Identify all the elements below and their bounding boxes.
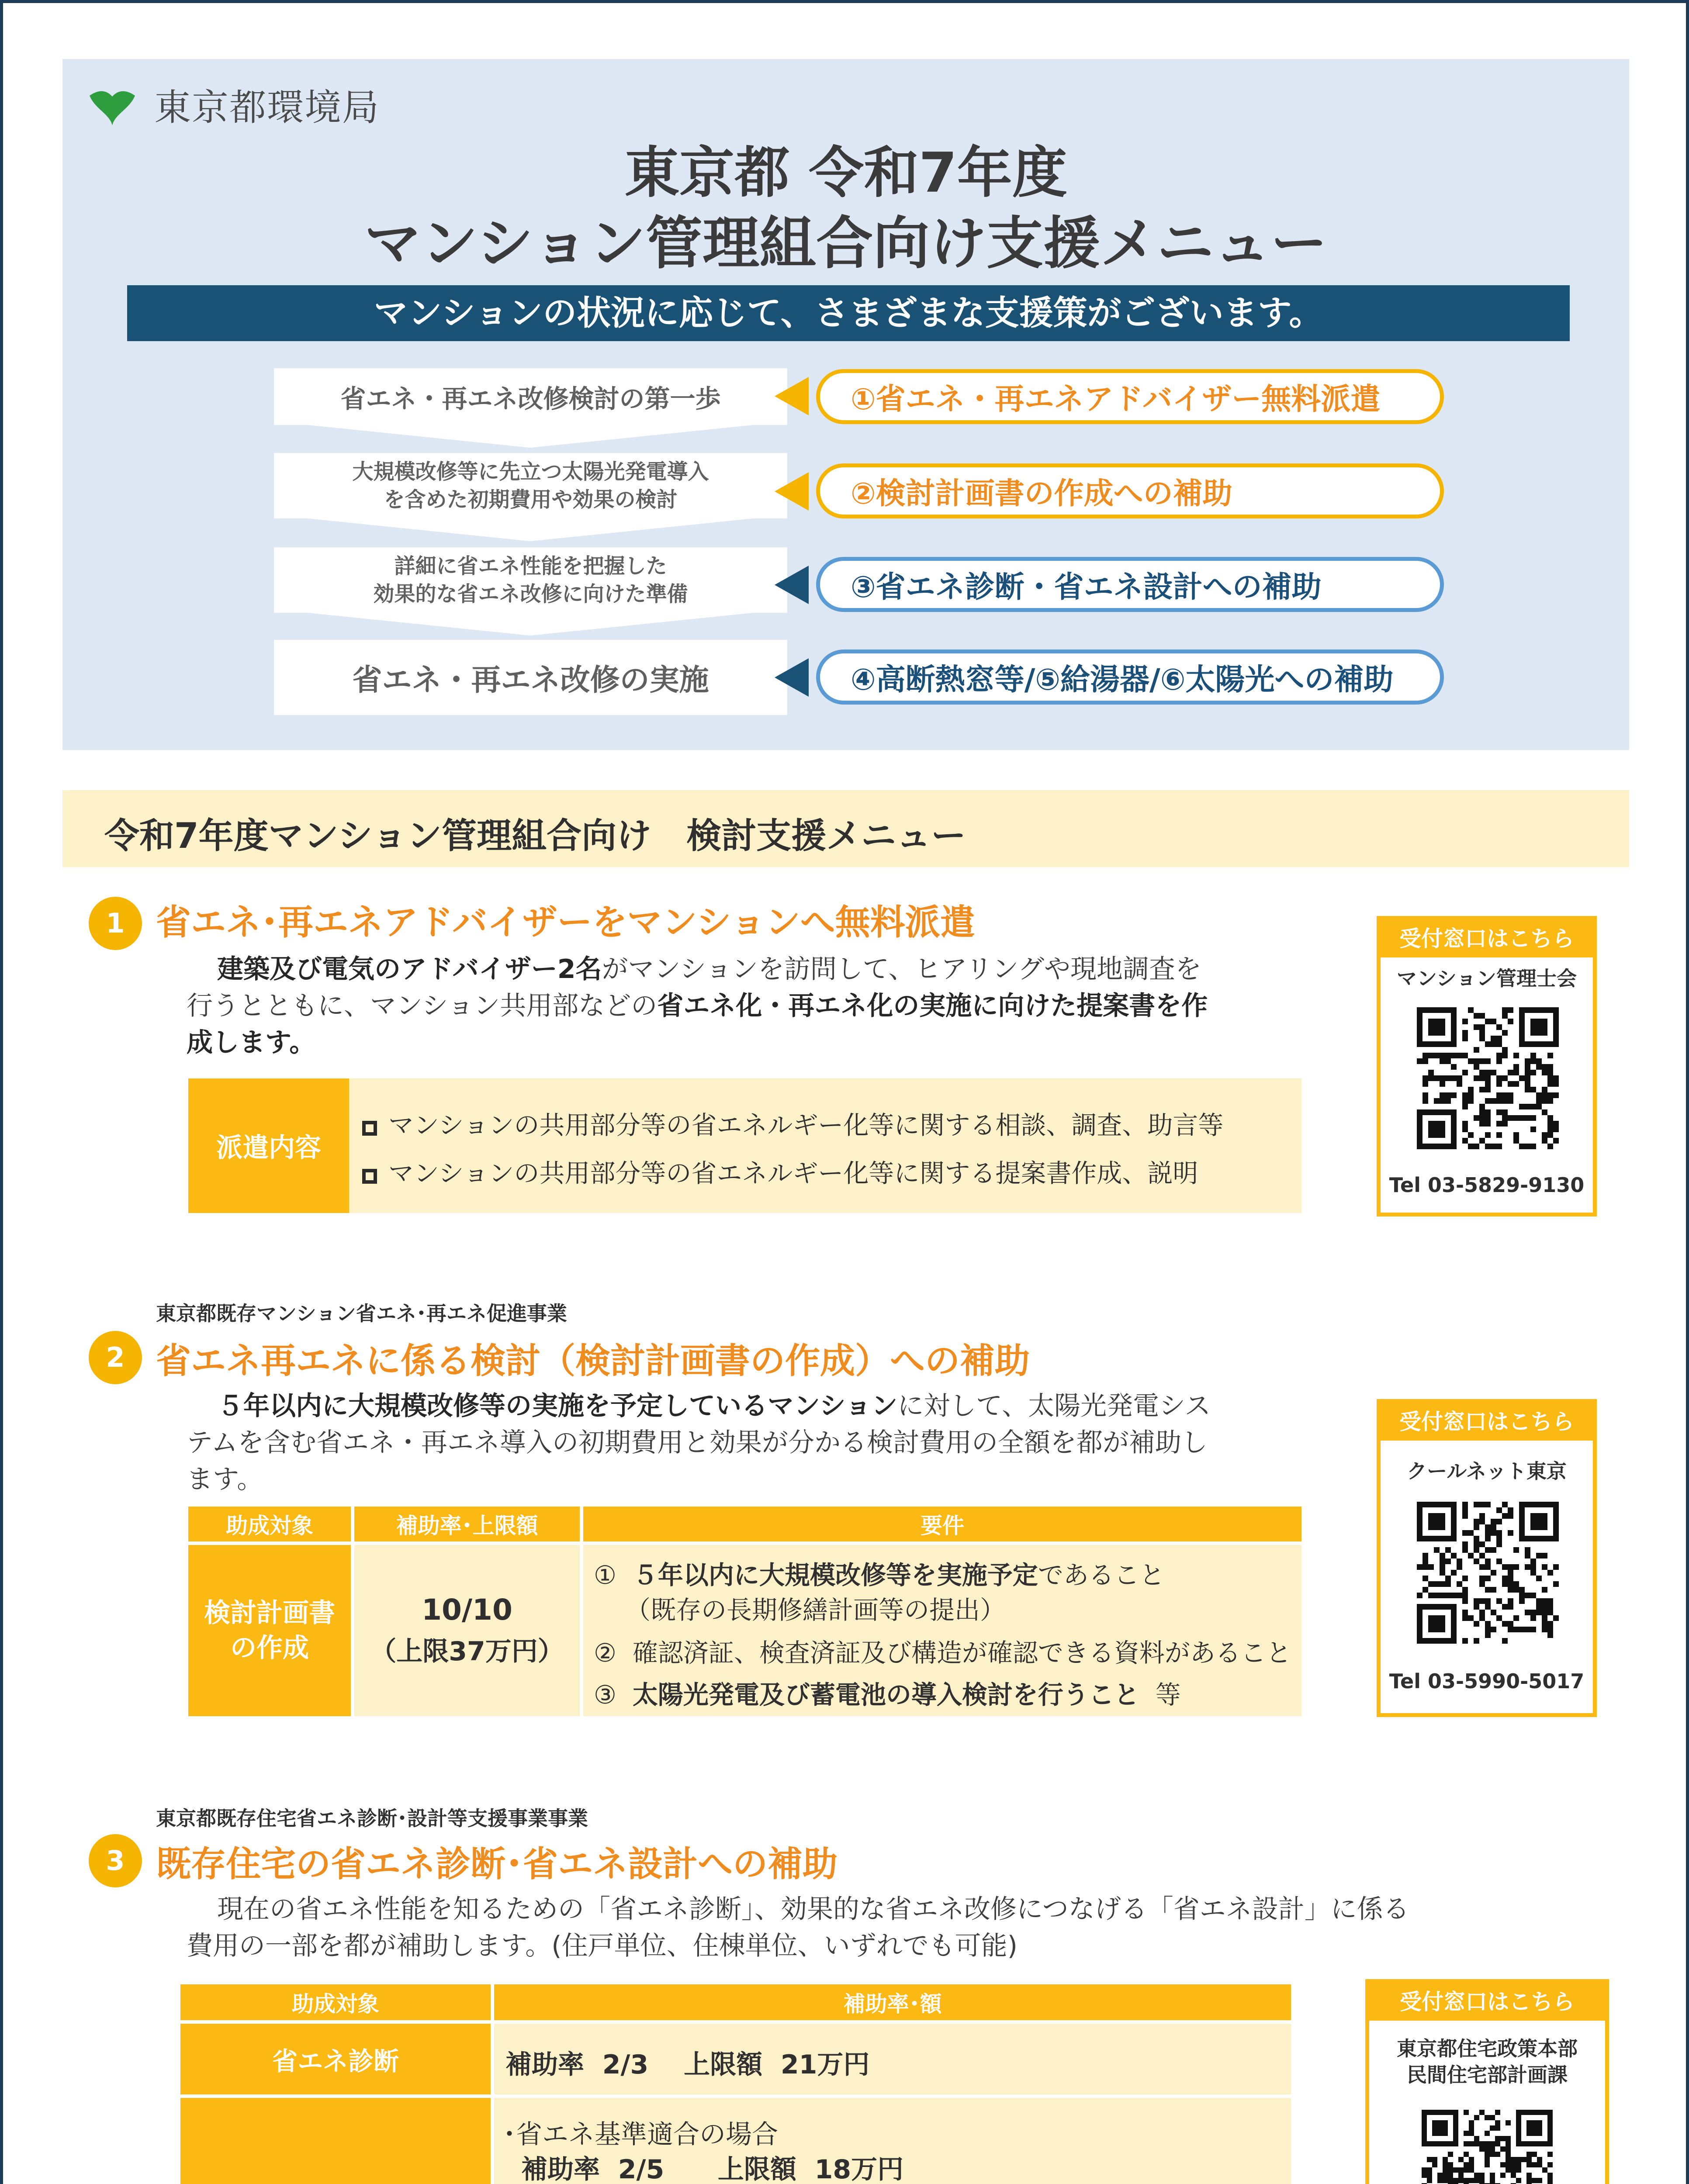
intro-banner: マンションの状況に応じて、さまざまな支援策がございます。 <box>127 285 1570 341</box>
flow-chevron-2 <box>274 515 787 550</box>
req-2-text: 確認済証、検査済証及び構造が確認できる資料があること <box>632 1638 1291 1668</box>
checkbox-icon <box>362 1121 377 1136</box>
item-1-table-body <box>349 1078 1301 1213</box>
item-1-row-2 <box>362 1153 1198 1189</box>
item-2-title: 省エネ再エネに係る検討（検討計画書の作成）への補助 <box>156 1341 1030 1381</box>
arrow-left-icon <box>775 377 809 415</box>
org-name: 東京都環境局 <box>154 86 380 129</box>
item-3-program-name: 東京都既存住宅省エネ診断･設計等支援事業事業 <box>156 1807 588 1830</box>
tokyo-ginkgo-logo-icon <box>86 76 138 129</box>
item-2-cap: （上限37万円） <box>370 1636 564 1667</box>
contact-1-tel[interactable]: Tel 03-5829-9130 <box>1389 1173 1585 1197</box>
qr-code-icon[interactable] <box>1417 1502 1559 1645</box>
item-3-row-2-label <box>180 2098 491 2184</box>
flow-step-3-line2: 効果的な省エネ改修に向けた準備 <box>373 582 688 606</box>
contact-1-name: マンション管理士会 <box>1397 967 1577 990</box>
menu-pill-1: ①省エネ・再エネアドバイザー無料派遣 <box>816 369 1444 424</box>
item-2-col-header-requirements: 要件 <box>583 1507 1301 1541</box>
item-2-req-1 <box>594 1555 1165 1591</box>
item-2-desc-text-3: ます。 <box>187 1464 263 1495</box>
req-1-text: であること <box>1038 1560 1165 1590</box>
menu-pill-4: ④高断熱窓等/⑤給湯器/⑥太陽光への補助 <box>816 650 1444 705</box>
flow-step-3 <box>274 547 787 613</box>
item-3-case-1: ･省エネ基準適合の場合 <box>503 2119 778 2150</box>
item-1-desc-bold-3: 成します。 <box>187 1027 316 1058</box>
item-3-contact-box <box>1365 1979 1609 2184</box>
item-3-col-header-target: 助成対象 <box>180 1984 491 2020</box>
qr-code-icon[interactable] <box>1422 2110 1553 2184</box>
item-2-description <box>187 1388 1305 1498</box>
flow-step-4-text: 省エネ・再エネ改修の実施 <box>352 663 709 698</box>
item-1-table-label: 派遣内容 <box>188 1078 349 1213</box>
item-3-number-badge: 3 <box>89 1834 142 1887</box>
item-3-row-1-value: 補助率 2/3 上限額 21万円 <box>505 2049 870 2080</box>
flow-step-2 <box>274 453 787 518</box>
item-2-program-name: 東京都既存マンション省エネ･再エネ促進事業 <box>156 1302 567 1325</box>
item-1-title: 省エネ･再エネアドバイザーをマンションへ無料派遣 <box>156 902 975 943</box>
title-line-1: 東京都 令和7年度 <box>624 141 1067 205</box>
item-2-contact-box <box>1377 1399 1597 1717</box>
req-3-text: 等 <box>1155 1680 1181 1710</box>
title-line-2: マンション管理組合向け支援メニュー <box>364 210 1328 276</box>
menu-pill-3: ③省エネ診断・省エネ設計への補助 <box>816 557 1444 612</box>
item-1-desc-text-2: 行うとともに、マンション共用部などの <box>187 991 658 1021</box>
item-2-col-header-rate: 補助率･上限額 <box>354 1507 580 1541</box>
item-1-desc-bold-1: 建築及び電気のアドバイザー2名 <box>217 954 602 985</box>
contact-1-header: 受付窓口はこちら <box>1381 920 1593 957</box>
flow-step-1 <box>274 368 787 425</box>
req-1-bold: ５年以内に大規模改修等を実施予定 <box>632 1560 1038 1590</box>
item-3-description <box>187 1891 1541 1964</box>
item-2-desc-bold-1: ５年以内に大規模改修等の実施を予定しているマンション <box>217 1391 898 1421</box>
flow-step-1-text: 省エネ・再エネ改修検討の第一歩 <box>340 384 721 414</box>
item-3-case-1-value: 補助率 2/5 上限額 18万円 <box>521 2154 904 2184</box>
contact-3-name-line-1: 東京都住宅政策本部 <box>1397 2037 1578 2060</box>
flow-chevron-3 <box>274 609 787 644</box>
item-2-target: 検討計画書の作成 <box>188 1545 351 1716</box>
section-title-bar <box>62 790 1629 867</box>
req-2-number: ② <box>594 1638 616 1668</box>
item-2-number-badge: 2 <box>89 1331 142 1384</box>
section-title: 令和7年度マンション管理組合向け 検討支援メニュー <box>104 816 966 856</box>
hero-panel <box>62 59 1629 750</box>
item-2-rate-cell <box>354 1545 580 1716</box>
contact-2-header: 受付窓口はこちら <box>1381 1403 1593 1441</box>
item-3-title: 既存住宅の省エネ診断･省エネ設計への補助 <box>156 1844 838 1884</box>
item-1-number-badge: 1 <box>89 897 142 950</box>
item-1-description <box>187 951 1305 1061</box>
menu-pill-2: ②検討計画書の作成への補助 <box>816 463 1444 518</box>
flow-step-4 <box>274 640 787 715</box>
flow-step-2-line1: 大規模改修等に先立つ太陽光発電導入 <box>352 460 709 484</box>
item-1-row-1-text: マンションの共用部分等の省エネルギー化等に関する相談、調査、助言等 <box>388 1110 1224 1140</box>
item-2-desc-text-1: に対して、太陽光発電シス <box>897 1391 1211 1421</box>
item-3-row-1-label: 省エネ診断 <box>180 2024 491 2094</box>
flow-chevron-1 <box>274 422 787 456</box>
qr-code-icon[interactable] <box>1417 1007 1559 1151</box>
item-2-desc-text-2: テムを含む省エネ・再エネ導入の初期費用と効果が分かる検討費用の全額を都が補助し <box>187 1427 1208 1458</box>
item-2-req-2 <box>594 1632 1291 1669</box>
arrow-left-icon <box>775 658 809 697</box>
item-2-col-header-target: 助成対象 <box>188 1507 351 1541</box>
arrow-left-icon <box>775 566 809 604</box>
item-1-desc-text-1: がマンションを訪問して、ヒアリングや現地調査を <box>602 954 1202 985</box>
req-1-number: ① <box>594 1560 616 1590</box>
item-3-desc-line-2: 費用の一部を都が補助します。(住戸単位、住棟単位、いずれでも可能) <box>187 1931 1018 1961</box>
item-1-row-1 <box>362 1105 1223 1141</box>
arrow-left-icon <box>775 472 809 511</box>
item-1-contact-box <box>1377 916 1597 1216</box>
item-2-req-3 <box>594 1674 1181 1711</box>
item-2-rate: 10/10 <box>422 1593 512 1627</box>
item-3-row-1-cell <box>494 2024 1291 2094</box>
contact-2-tel[interactable]: Tel 03-5990-5017 <box>1389 1669 1585 1693</box>
item-2-requirements-cell <box>583 1545 1301 1716</box>
item-3-row-2-cell <box>494 2098 1291 2184</box>
contact-2-name: クールネット東京 <box>1407 1459 1567 1483</box>
req-3-number: ③ <box>594 1680 616 1710</box>
contact-3-header: 受付窓口はこちら <box>1369 1983 1605 2021</box>
item-2-req-1-sub: （既存の長期修繕計画等の提出） <box>625 1595 1006 1625</box>
item-3-col-header-rate: 補助率･額 <box>494 1984 1291 2020</box>
item-3-desc-line-1: 現在の省エネ性能を知るための「省エネ診断」、効果的な省エネ改修につなげる「省エネ設計」に係る <box>217 1894 1409 1925</box>
flow-step-2-line2: を含めた初期費用や効果の検討 <box>384 487 678 512</box>
item-1-desc-bold-2: 省エネ化・再エネ化の実施に向けた提案書を作 <box>657 991 1208 1021</box>
req-3-bold: 太陽光発電及び蓄電池の導入検討を行うこと <box>632 1680 1139 1710</box>
checkbox-icon <box>362 1169 377 1184</box>
contact-3-name-line-2: 民間住宅部計画課 <box>1407 2063 1568 2087</box>
item-1-row-2-text: マンションの共用部分等の省エネルギー化等に関する提案書作成、説明 <box>388 1158 1198 1188</box>
flow-step-3-line1: 詳細に省エネ性能を把握した <box>394 554 667 578</box>
